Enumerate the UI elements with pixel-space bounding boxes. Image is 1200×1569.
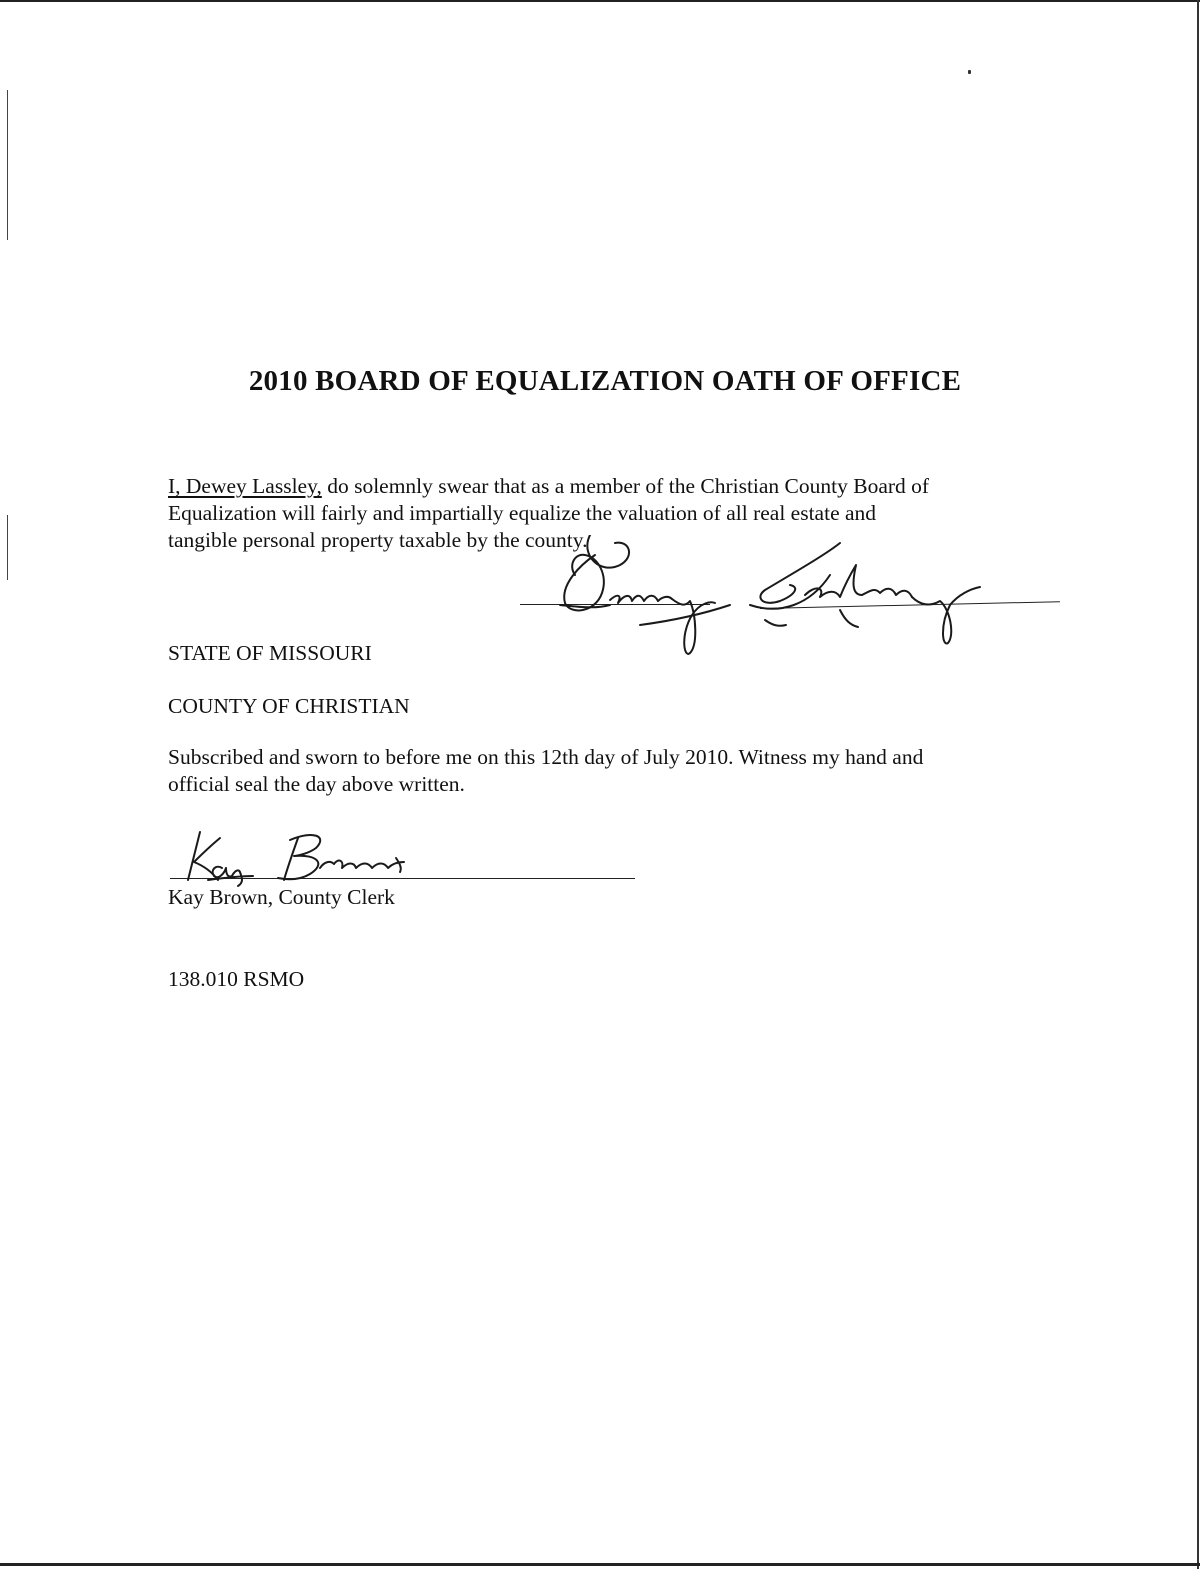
oath-line-1	[168, 473, 929, 500]
member-signature	[540, 535, 1070, 665]
oath-line-3: tangible personal property taxable by the county.	[168, 528, 588, 552]
subscribed-line-1: Subscribed and sworn to before me on this 12th day of July 2010. Witness my hand and	[168, 745, 924, 769]
scan-speck	[968, 70, 971, 74]
scan-mark-left-upper	[7, 90, 8, 240]
subscribed-paragraph	[168, 744, 923, 798]
scan-border-top	[0, 0, 1200, 2]
clerk-signature	[178, 828, 418, 888]
state-heading: STATE OF MISSOURI	[168, 641, 372, 665]
document-title: 2010 BOARD OF EQUALIZATION OATH OF OFFICE	[248, 365, 962, 397]
subscribed-line-2: official seal the day above written.	[168, 772, 465, 796]
clerk-name-label: Kay Brown, County Clerk	[168, 885, 395, 909]
oath-line-2: Equalization will fairly and impartially equalize the valuation of all real estate and	[168, 501, 877, 525]
member-name: I, Dewey Lassley,	[168, 474, 322, 498]
scan-border-right	[1197, 0, 1199, 1569]
scan-border-bottom	[0, 1563, 1200, 1566]
county-heading: COUNTY OF CHRISTIAN	[168, 694, 410, 718]
scan-mark-left-lower	[7, 515, 8, 580]
statute-reference: 138.010 RSMO	[168, 967, 305, 991]
oath-line-1-rest: do solemnly swear that as a member of the Christian County Board of	[321, 474, 930, 498]
